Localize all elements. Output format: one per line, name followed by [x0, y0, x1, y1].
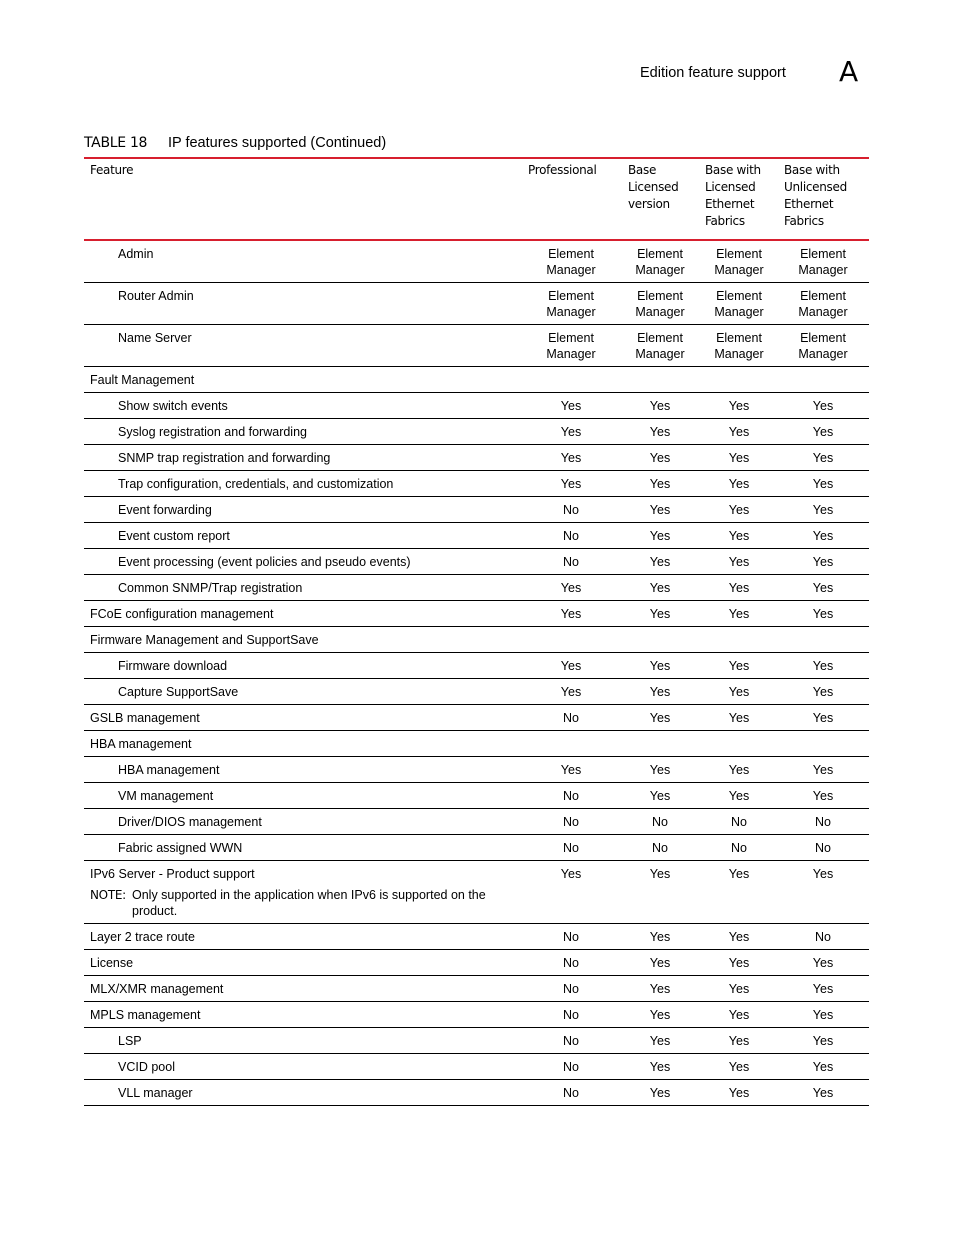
value-cell: Yes: [649, 555, 671, 569]
value-line: Element: [716, 289, 762, 303]
feature-cell: Event processing (event policies and pseudo events): [118, 555, 411, 569]
table-row: [84, 1028, 869, 1054]
feature-cell: VCID pool: [118, 1060, 175, 1074]
value-cell: Yes: [728, 930, 750, 944]
table-row: [84, 731, 869, 757]
feature-cell: Driver/DIOS management: [118, 815, 262, 829]
value-line: Manager: [714, 305, 764, 319]
col-header-line: Base with: [705, 163, 761, 177]
value-cell: Yes: [812, 1060, 834, 1074]
value-cell: No: [652, 815, 668, 829]
value-cell: No: [731, 815, 747, 829]
value-cell: No: [563, 1086, 579, 1100]
value-line: Element: [800, 247, 846, 261]
note-label: NOTE:: [90, 888, 126, 902]
value-cell: Yes: [560, 867, 582, 881]
value-cell: Yes: [728, 659, 750, 673]
value-cell: Yes: [649, 711, 671, 725]
value-cell: Yes: [728, 529, 750, 543]
table-title: IP features supported (Continued): [168, 135, 387, 151]
value-cell: No: [563, 982, 579, 996]
value-cell: [783, 246, 863, 278]
feature-cell: IPv6 Server - Product support: [90, 867, 255, 881]
value-cell: Yes: [728, 956, 750, 970]
value-line: Manager: [798, 263, 848, 277]
col-header-line: Fabrics: [705, 214, 745, 228]
value-cell: No: [563, 711, 579, 725]
value-cell: Yes: [649, 1060, 671, 1074]
col-header-line: Fabrics: [784, 214, 824, 228]
value-cell: Yes: [649, 930, 671, 944]
feature-cell: Event forwarding: [118, 503, 212, 517]
value-line: Element: [548, 331, 594, 345]
value-cell: Yes: [649, 477, 671, 491]
value-cell: Yes: [560, 451, 582, 465]
value-cell: Yes: [649, 685, 671, 699]
value-cell: [620, 246, 700, 278]
value-cell: Yes: [649, 1086, 671, 1100]
feature-cell: Fabric assigned WWN: [118, 841, 243, 855]
appendix-letter: A: [839, 55, 859, 88]
table-row: [84, 783, 869, 809]
table-row: [84, 497, 869, 523]
table-row: [84, 471, 869, 497]
col-header-base-with-licensed: [705, 162, 761, 230]
value-line: Element: [637, 247, 683, 261]
table-row: [84, 809, 869, 835]
value-cell: Yes: [728, 867, 750, 881]
value-line: Manager: [798, 347, 848, 361]
feature-cell: Firmware Management and SupportSave: [90, 633, 319, 647]
value-cell: No: [563, 529, 579, 543]
value-cell: Yes: [649, 789, 671, 803]
feature-cell: SNMP trap registration and forwarding: [118, 451, 331, 465]
value-line: Manager: [546, 305, 596, 319]
value-cell: Yes: [728, 1034, 750, 1048]
value-cell: Yes: [728, 763, 750, 777]
value-cell: No: [731, 841, 747, 855]
table-row: [84, 575, 869, 601]
value-cell: [699, 246, 779, 278]
value-cell: No: [815, 841, 831, 855]
value-line: Element: [716, 331, 762, 345]
value-cell: Yes: [649, 867, 671, 881]
features-table: [84, 157, 869, 1106]
value-cell: Yes: [728, 425, 750, 439]
feature-cell: Layer 2 trace route: [90, 930, 195, 944]
feature-cell: Common SNMP/Trap registration: [118, 581, 303, 595]
feature-cell: HBA management: [118, 763, 220, 777]
feature-cell: LSP: [118, 1034, 142, 1048]
table-row: [84, 549, 869, 575]
table-row: [84, 1080, 869, 1106]
value-line: Manager: [546, 347, 596, 361]
table-row: [84, 924, 869, 950]
value-cell: Yes: [728, 711, 750, 725]
value-cell: Yes: [560, 659, 582, 673]
table-row: [84, 1002, 869, 1028]
value-cell: Yes: [649, 607, 671, 621]
feature-cell: Fault Management: [90, 373, 195, 387]
col-header-line: Licensed: [628, 180, 679, 194]
col-header-line: Licensed: [705, 180, 756, 194]
value-cell: Yes: [728, 1008, 750, 1022]
value-line: Manager: [635, 305, 685, 319]
value-line: Manager: [714, 263, 764, 277]
value-cell: No: [815, 930, 831, 944]
value-line: Element: [716, 247, 762, 261]
value-cell: Yes: [728, 1060, 750, 1074]
value-cell: Yes: [649, 451, 671, 465]
value-cell: Yes: [728, 685, 750, 699]
feature-cell: Firmware download: [118, 659, 228, 673]
value-cell: No: [563, 930, 579, 944]
table-row: [84, 757, 869, 783]
feature-cell: License: [90, 956, 134, 970]
table-row: [84, 705, 869, 731]
value-line: Element: [800, 331, 846, 345]
value-cell: Yes: [812, 477, 834, 491]
value-cell: Yes: [812, 867, 834, 881]
value-cell: No: [563, 1008, 579, 1022]
value-cell: Yes: [812, 503, 834, 517]
col-header-line: Ethernet: [784, 197, 834, 211]
feature-cell: Syslog registration and forwarding: [118, 425, 307, 439]
value-cell: Yes: [649, 763, 671, 777]
feature-cell: MLX/XMR management: [90, 982, 224, 996]
value-cell: Yes: [728, 477, 750, 491]
value-cell: No: [815, 815, 831, 829]
value-cell: Yes: [728, 451, 750, 465]
feature-cell: MPLS management: [90, 1008, 201, 1022]
value-line: Element: [548, 247, 594, 261]
col-header-line: Unlicensed: [784, 180, 847, 194]
value-cell: Yes: [649, 529, 671, 543]
value-cell: No: [563, 789, 579, 803]
table-row: [84, 523, 869, 549]
value-cell: Yes: [728, 982, 750, 996]
value-cell: No: [563, 1060, 579, 1074]
table-row: [84, 241, 869, 283]
value-cell: [531, 288, 611, 320]
feature-cell: Capture SupportSave: [118, 685, 239, 699]
value-line: Element: [637, 331, 683, 345]
feature-cell: Show switch events: [118, 399, 228, 413]
table-row: [84, 679, 869, 705]
value-cell: No: [652, 841, 668, 855]
value-line: Element: [637, 289, 683, 303]
col-header-line: Base: [628, 163, 657, 177]
feature-cell: Admin: [118, 247, 154, 261]
value-cell: Yes: [812, 529, 834, 543]
value-cell: Yes: [812, 685, 834, 699]
col-header-base-licensed: [628, 162, 678, 213]
feature-cell: Event custom report: [118, 529, 230, 543]
value-cell: [783, 330, 863, 362]
table-row: [84, 1054, 869, 1080]
value-cell: Yes: [728, 1086, 750, 1100]
value-cell: Yes: [812, 425, 834, 439]
value-line: Manager: [714, 347, 764, 361]
feature-cell: VLL manager: [118, 1086, 193, 1100]
value-cell: Yes: [728, 607, 750, 621]
value-cell: Yes: [649, 425, 671, 439]
value-cell: Yes: [728, 789, 750, 803]
value-cell: Yes: [812, 763, 834, 777]
value-line: Manager: [798, 305, 848, 319]
table-body: [84, 241, 869, 1106]
value-cell: Yes: [812, 982, 834, 996]
feature-cell: VM management: [118, 789, 214, 803]
feature-cell: FCoE configuration management: [90, 607, 274, 621]
value-line: Element: [800, 289, 846, 303]
value-cell: Yes: [649, 399, 671, 413]
table-row: [84, 950, 869, 976]
table-label: TABLE 18: [84, 135, 148, 151]
col-header-line: version: [628, 197, 670, 211]
value-cell: Yes: [560, 399, 582, 413]
col-header-line: Ethernet: [705, 197, 755, 211]
value-cell: [531, 246, 611, 278]
value-cell: Yes: [649, 1034, 671, 1048]
section-title: Edition feature support: [640, 65, 786, 81]
table-row: [84, 835, 869, 861]
col-header-professional: Professional: [528, 163, 597, 177]
value-cell: Yes: [560, 607, 582, 621]
value-line: Manager: [546, 263, 596, 277]
value-cell: Yes: [728, 503, 750, 517]
value-cell: [699, 330, 779, 362]
value-cell: Yes: [560, 581, 582, 595]
value-cell: Yes: [812, 956, 834, 970]
table-row: [84, 861, 869, 924]
value-cell: [699, 288, 779, 320]
value-cell: Yes: [812, 659, 834, 673]
value-cell: No: [563, 815, 579, 829]
value-line: Manager: [635, 263, 685, 277]
col-header-base-with-unlicensed: [784, 162, 847, 230]
value-cell: Yes: [812, 607, 834, 621]
value-cell: No: [563, 956, 579, 970]
value-cell: Yes: [812, 581, 834, 595]
value-cell: Yes: [812, 1086, 834, 1100]
table-row: [84, 976, 869, 1002]
table-row: [84, 393, 869, 419]
value-cell: Yes: [560, 763, 582, 777]
table-row: [84, 419, 869, 445]
feature-cell: Trap configuration, credentials, and customization: [118, 477, 394, 491]
value-cell: Yes: [649, 1008, 671, 1022]
value-cell: Yes: [560, 685, 582, 699]
table-row: [84, 325, 869, 367]
value-cell: Yes: [812, 555, 834, 569]
table-row: [84, 627, 869, 653]
value-cell: Yes: [649, 982, 671, 996]
value-line: Manager: [635, 347, 685, 361]
value-cell: No: [563, 555, 579, 569]
value-cell: No: [563, 503, 579, 517]
value-cell: [783, 288, 863, 320]
value-cell: [620, 330, 700, 362]
value-line: Element: [548, 289, 594, 303]
value-cell: Yes: [812, 1008, 834, 1022]
value-cell: [531, 330, 611, 362]
feature-cell: HBA management: [90, 737, 192, 751]
table-row: [84, 601, 869, 627]
table-caption: [84, 135, 387, 151]
value-cell: Yes: [728, 555, 750, 569]
table-row: [84, 445, 869, 471]
table-row: [84, 367, 869, 393]
value-cell: Yes: [812, 1034, 834, 1048]
table-header: [84, 159, 869, 241]
value-cell: Yes: [560, 477, 582, 491]
value-cell: Yes: [812, 399, 834, 413]
value-cell: No: [563, 841, 579, 855]
value-cell: Yes: [812, 711, 834, 725]
feature-cell: GSLB management: [90, 711, 200, 725]
value-cell: Yes: [728, 399, 750, 413]
feature-cell: Name Server: [118, 331, 192, 345]
value-cell: Yes: [649, 503, 671, 517]
value-cell: Yes: [560, 425, 582, 439]
value-cell: Yes: [728, 581, 750, 595]
value-cell: [620, 288, 700, 320]
col-header-feature: Feature: [90, 163, 134, 177]
value-cell: No: [563, 1034, 579, 1048]
feature-cell: Router Admin: [118, 289, 194, 303]
value-cell: Yes: [649, 581, 671, 595]
value-cell: Yes: [649, 956, 671, 970]
table-row: [84, 283, 869, 325]
value-cell: Yes: [649, 659, 671, 673]
value-cell: Yes: [812, 789, 834, 803]
value-cell: Yes: [812, 451, 834, 465]
note-text: Only supported in the application when IPv6 is supported on the product.: [132, 888, 486, 918]
col-header-line: Base with: [784, 163, 840, 177]
table-row: [84, 653, 869, 679]
